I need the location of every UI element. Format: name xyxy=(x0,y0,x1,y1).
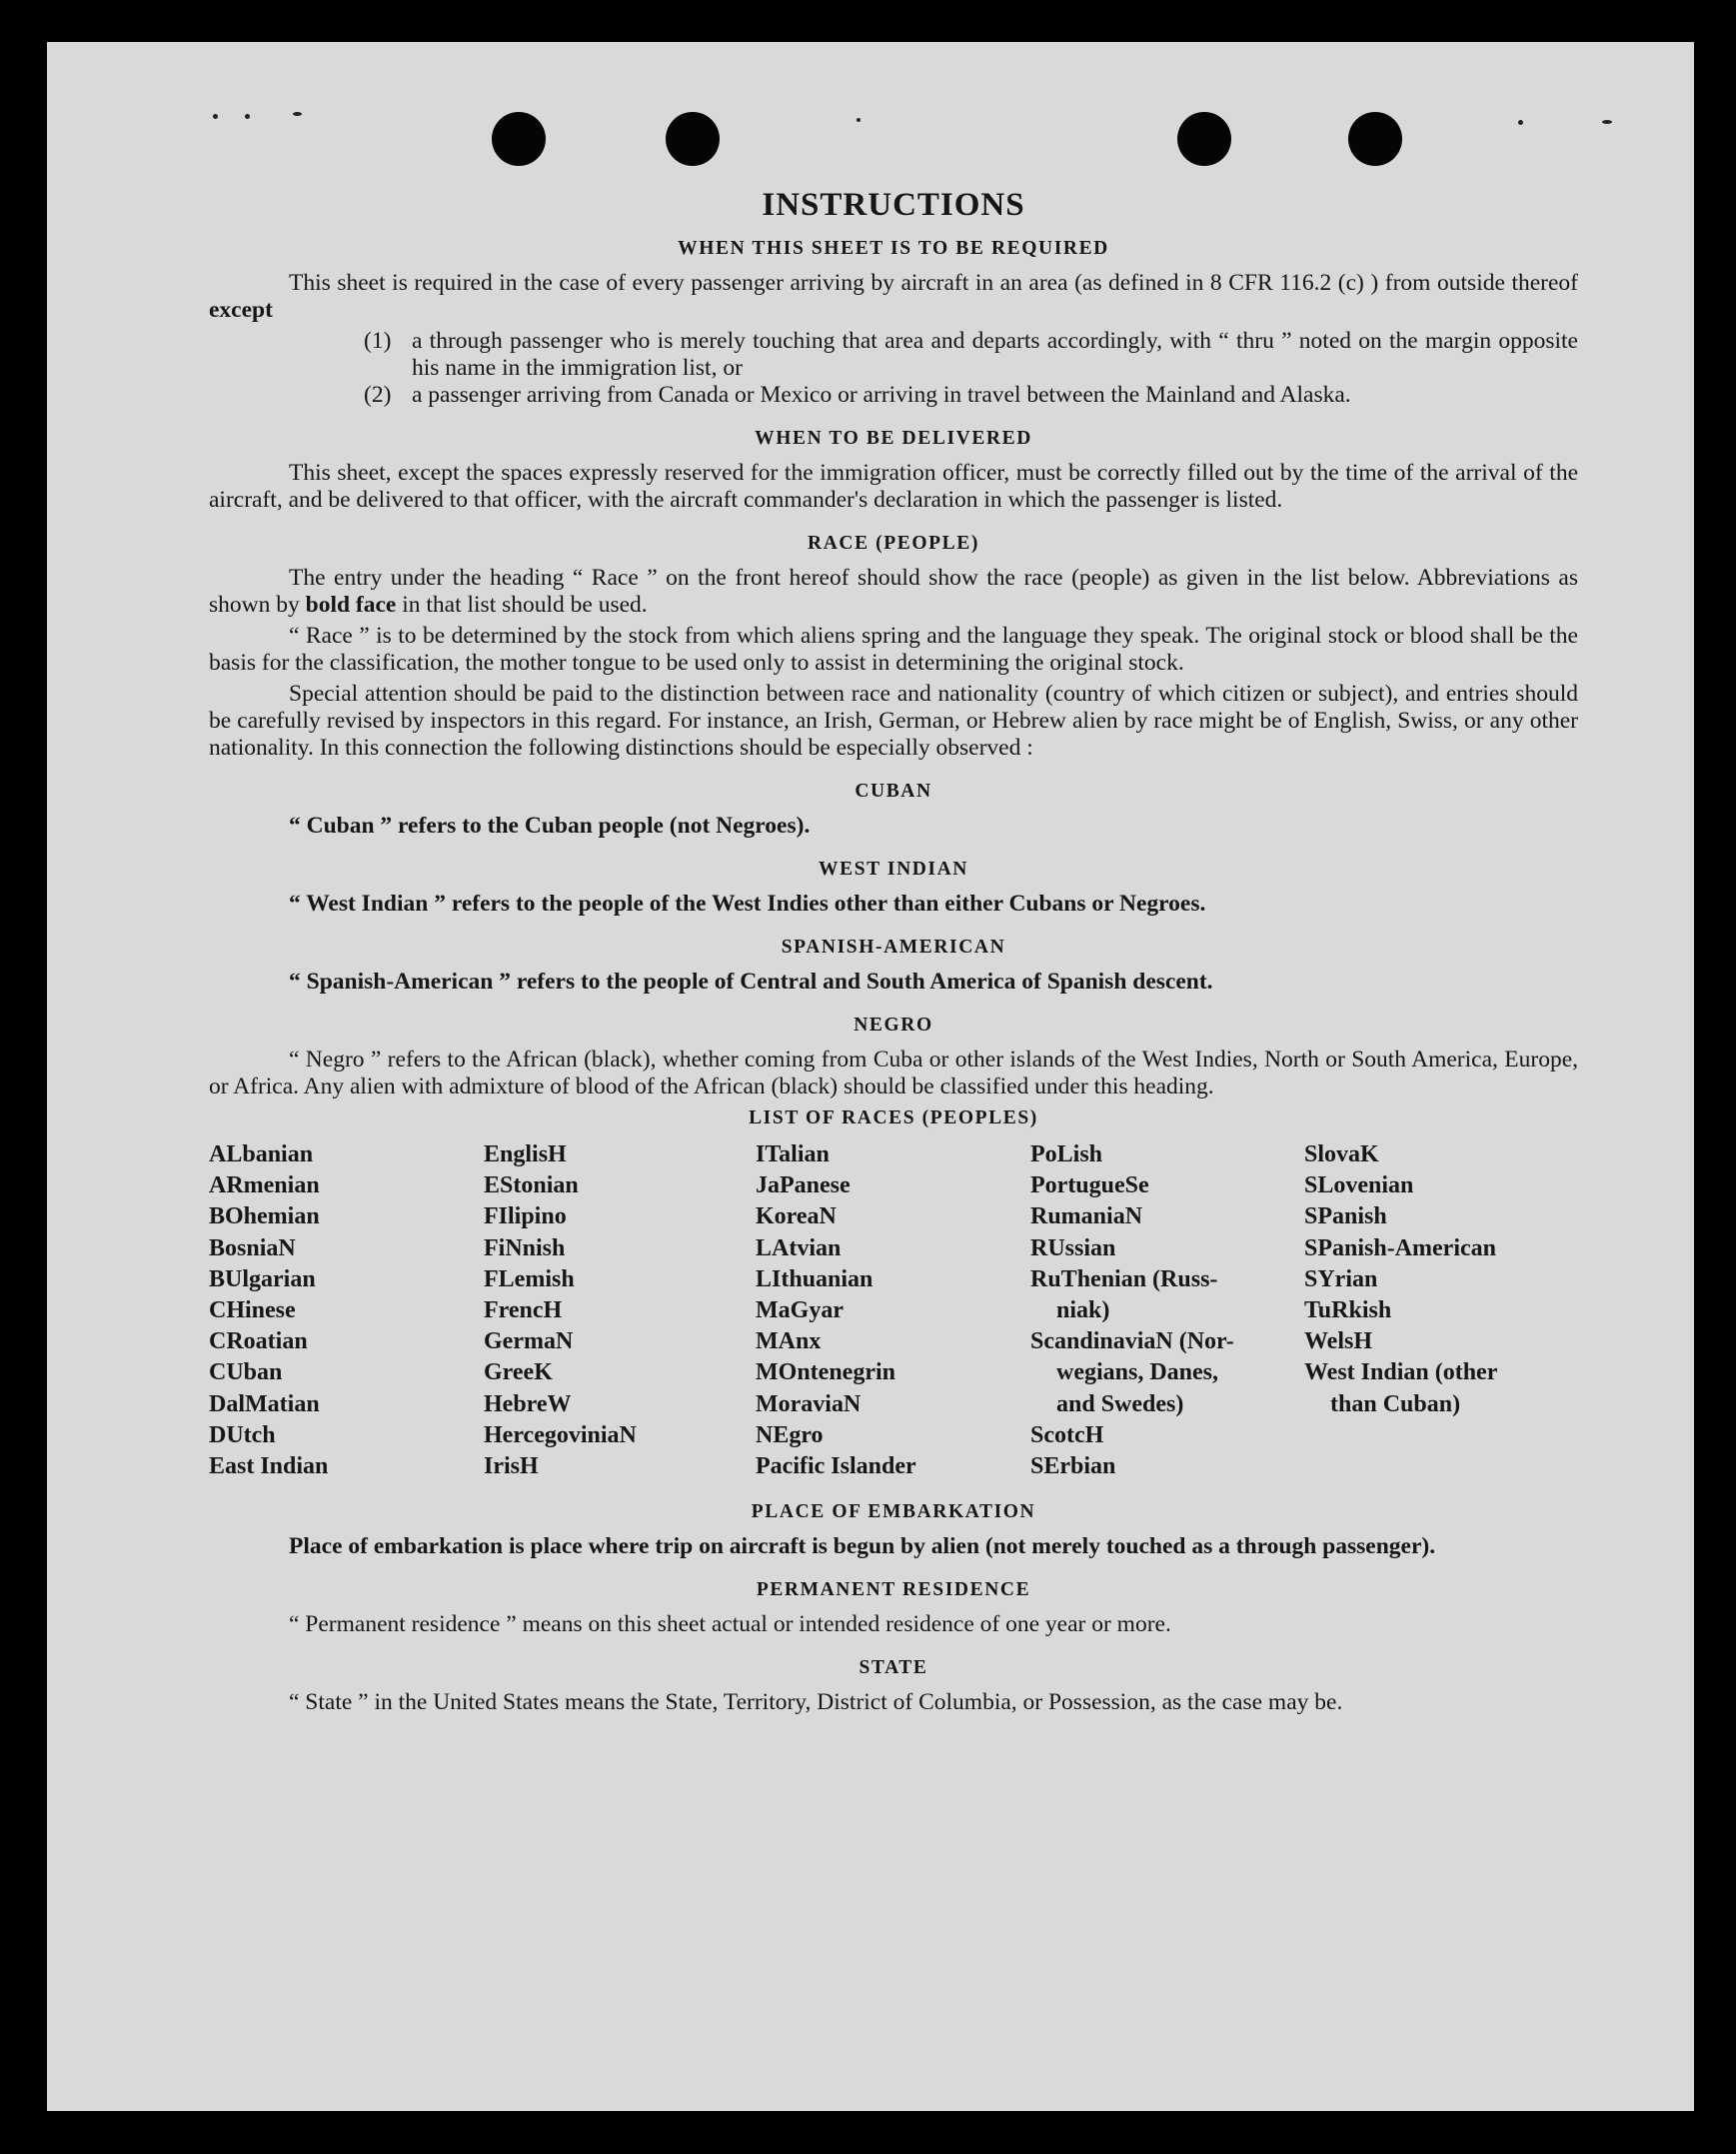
race-entry: SPanish xyxy=(1304,1203,1387,1230)
race-column xyxy=(756,1139,1030,1482)
race-entry: HercegoviniaN xyxy=(484,1421,637,1448)
race-entry: East Indian xyxy=(209,1453,329,1480)
race-entry: SYrian xyxy=(1304,1265,1378,1292)
heading-negro: NEGRO xyxy=(854,1015,933,1036)
race-entry: GreeK xyxy=(484,1359,553,1386)
speck xyxy=(1518,120,1523,125)
race-entry: Pacific Islander xyxy=(756,1453,916,1480)
race-entry: BUlgarian xyxy=(209,1265,316,1292)
instructions-text xyxy=(209,187,1578,1720)
race-column xyxy=(209,1139,484,1482)
speck xyxy=(213,114,218,119)
race-paragraph: “ Race ” is to be determined by the stock from which aliens spring and the language they speak. The original stock or blood shall be the basis for the classification, the mother tongue to be used only to assist in determining the original stock. xyxy=(209,623,1578,676)
delivered-text: This sheet, except the spaces expressly reserved for the immigration officer, must be correctly filled out by the time of the arrival of the aircraft, and be delivered to that officer, with the aircraft commander's declaration in which the passenger is listed. xyxy=(209,460,1578,513)
race-entry: LIthuanian xyxy=(756,1265,873,1292)
speck xyxy=(857,118,861,122)
race-entry: than Cuban) xyxy=(1330,1390,1461,1417)
heading-race: RACE (PEOPLE) xyxy=(808,533,979,554)
race-entry: CUban xyxy=(209,1359,283,1386)
race-entry: LAtvian xyxy=(756,1234,842,1261)
page-title: INSTRUCTIONS xyxy=(762,187,1025,223)
negro-definition: “ Negro ” refers to the African (black), whether coming from Cuba or other islands of the West Indies, North or South America, Europe, or Africa. Any alien with admixture of blood of the African (black) should be classified under this heading. xyxy=(209,1047,1578,1099)
embarkation-definition: Place of embarkation is place where trip on aircraft is begun by alien (not merely touched as a through passenger). xyxy=(289,1533,1436,1560)
race-entry: EnglisH xyxy=(484,1141,567,1167)
spanish-american-definition: “ Spanish-American ” refers to the people of Central and South America of Spanish descent. xyxy=(289,969,1213,995)
race-entry: ITalian xyxy=(756,1141,830,1167)
speck xyxy=(245,114,250,119)
race-entry: and Swedes) xyxy=(1056,1390,1184,1417)
west-indian-definition: “ West Indian ” refers to the people of the West Indies other than either Cubans or Negroes. xyxy=(289,891,1206,917)
race-list xyxy=(209,1139,1578,1482)
race-entry: IrisH xyxy=(484,1453,539,1480)
punch-hole xyxy=(1348,112,1402,166)
cuban-definition: “ Cuban ” refers to the Cuban people (not Negroes). xyxy=(289,813,811,839)
race-entry: SErbian xyxy=(1030,1453,1116,1480)
heading-cuban: CUBAN xyxy=(855,781,932,802)
race-entry: SlovaK xyxy=(1304,1141,1379,1167)
race-paragraph: Special attention should be paid to the distinction between race and nationality (country of which citizen or subject), and entries should be carefully revised by inspectors in this regard. For instance, an Irish, German, or Hebrew alien by race might be of English, Swiss, or any other nationality. In this connection the following distinctions should be especially observed : xyxy=(209,681,1578,761)
race-entry: MoraviaN xyxy=(756,1390,862,1417)
race-entry: JaPanese xyxy=(756,1172,851,1199)
race-entry: MOntenegrin xyxy=(756,1359,895,1386)
race-entry: KoreaN xyxy=(756,1203,837,1230)
race-entry: CHinese xyxy=(209,1297,296,1324)
state-definition: “ State ” in the United States means the State, Territory, District of Columbia, or Possession, as the case may be. xyxy=(289,1689,1343,1716)
race-entry: NEgro xyxy=(756,1421,824,1448)
race-column xyxy=(1304,1139,1578,1482)
race-entry: PortugueSe xyxy=(1030,1172,1149,1199)
document-page xyxy=(47,42,1694,2111)
race-entry: RumaniaN xyxy=(1030,1203,1143,1230)
race-entry: FrencH xyxy=(484,1297,563,1324)
race-entry: FIlipino xyxy=(484,1203,567,1230)
race-entry: EStonian xyxy=(484,1172,579,1199)
speck xyxy=(293,112,302,116)
race-entry: RUssian xyxy=(1030,1234,1116,1261)
speck xyxy=(1602,120,1612,124)
race-entry: MaGyar xyxy=(756,1297,844,1324)
race-entry: WelsH xyxy=(1304,1328,1373,1355)
exception-item: (2) a passenger arriving from Canada or Mexico or arriving in travel between the Mainland and Alaska. xyxy=(364,382,1351,408)
heading-residence: PERMANENT RESIDENCE xyxy=(756,1579,1031,1601)
punch-hole xyxy=(1177,112,1231,166)
race-entry: DalMatian xyxy=(209,1390,320,1417)
heading-embarkation: PLACE OF EMBARKATION xyxy=(751,1501,1036,1523)
race-entry: CRoatian xyxy=(209,1328,308,1355)
punch-hole xyxy=(666,112,720,166)
heading-spanish-american: SPANISH-AMERICAN xyxy=(781,937,1006,958)
race-entry: PoLish xyxy=(1030,1141,1103,1167)
race-entry: BOhemian xyxy=(209,1203,320,1230)
race-entry: West Indian (other xyxy=(1304,1359,1498,1386)
race-entry: MAnx xyxy=(756,1328,822,1355)
race-column xyxy=(1030,1139,1304,1482)
race-entry: DUtch xyxy=(209,1421,276,1448)
race-entry: TuRkish xyxy=(1304,1297,1392,1324)
race-entry: SLovenian xyxy=(1304,1172,1414,1199)
race-entry: ScandinaviaN (Nor- xyxy=(1030,1328,1234,1355)
heading-delivered: WHEN TO BE DELIVERED xyxy=(755,428,1032,449)
race-entry: RuThenian (Russ- xyxy=(1030,1265,1218,1292)
required-intro: This sheet is required in the case of every passenger arriving by aircraft in an area (as defined in 8 CFR 116.2 (c) ) from outside thereof except xyxy=(209,270,1578,323)
heading-required: WHEN THIS SHEET IS TO BE REQUIRED xyxy=(678,238,1109,259)
residence-definition: “ Permanent residence ” means on this sheet actual or intended residence of one year or more. xyxy=(289,1611,1171,1638)
race-entry: SPanish-American xyxy=(1304,1234,1496,1261)
race-entry: ARmenian xyxy=(209,1172,320,1199)
race-entry: ScotcH xyxy=(1030,1421,1104,1448)
race-entry: niak) xyxy=(1056,1297,1110,1324)
race-entry: ALbanian xyxy=(209,1141,314,1167)
race-entry: GermaN xyxy=(484,1328,574,1355)
race-entry: FiNnish xyxy=(484,1234,566,1261)
race-entry: HebreW xyxy=(484,1390,572,1417)
race-entry: BosniaN xyxy=(209,1234,296,1261)
race-paragraph: The entry under the heading “ Race ” on the front hereof should show the race (people) as given in the list below. Abbreviations as shown by bold face in that list should be used. xyxy=(209,565,1578,618)
race-column xyxy=(484,1139,756,1482)
heading-west-indian: WEST INDIAN xyxy=(819,859,968,880)
heading-state: STATE xyxy=(859,1657,928,1679)
race-entry: FLemish xyxy=(484,1265,575,1292)
heading-list-of-races: LIST OF RACES (PEOPLES) xyxy=(749,1107,1038,1128)
exception-item: (1) a through passenger who is merely touching that area and departs accordingly, with “ thru ” noted on the margin opposite his name in the immigration list, or xyxy=(364,328,1578,381)
race-entry: wegians, Danes, xyxy=(1056,1359,1219,1386)
punch-hole xyxy=(492,112,546,166)
